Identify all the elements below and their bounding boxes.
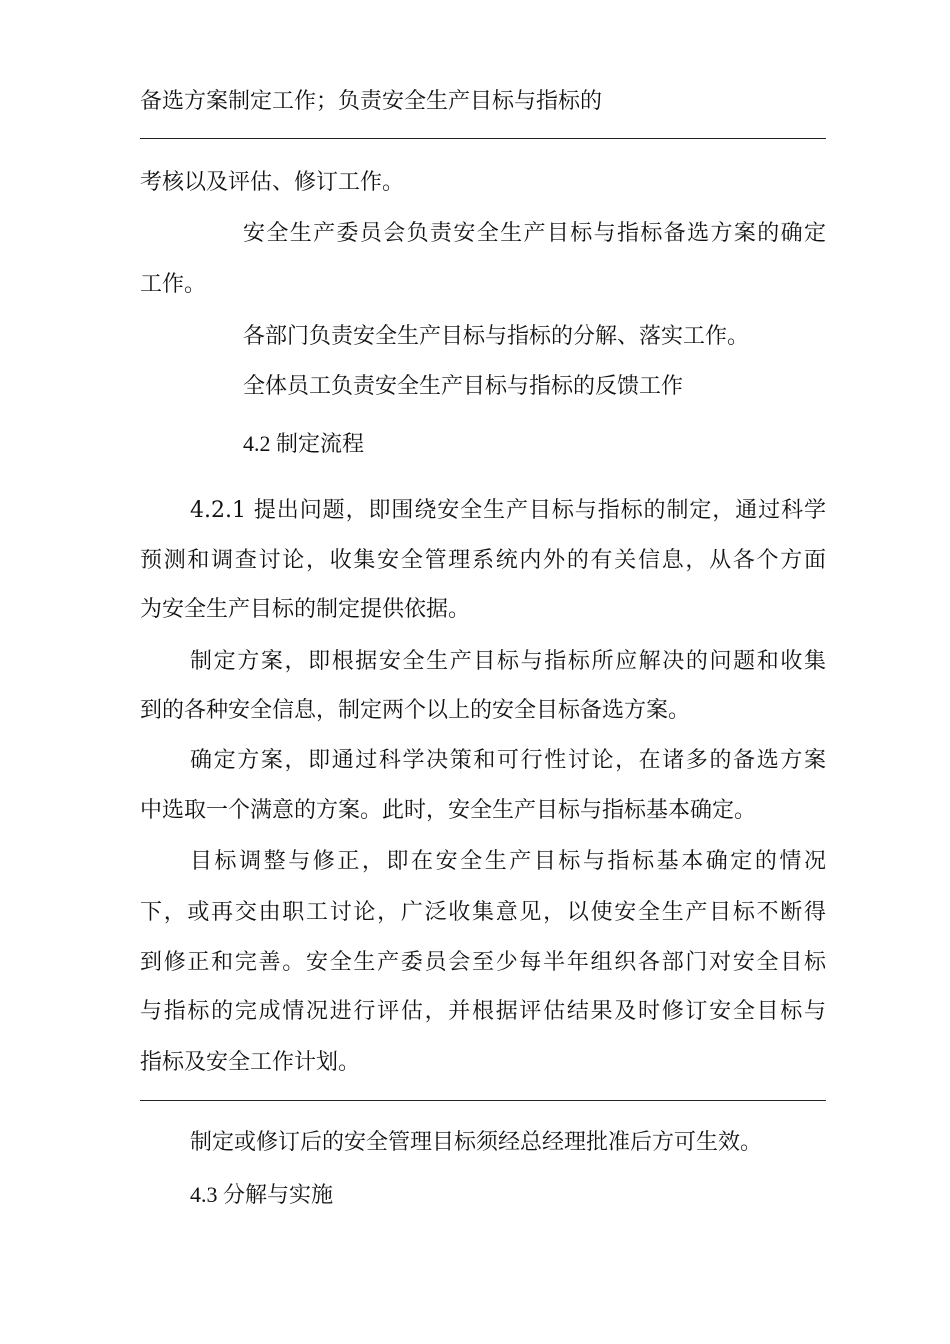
paragraph-line: 制定方案，即根据安全生产目标与指标所应解决的问题和收集 — [190, 649, 826, 674]
paragraph-line: 备选方案制定工作；负责安全生产目标与指标的 — [140, 89, 603, 114]
paragraph-line: 工作。 — [140, 272, 207, 297]
paragraph-line: 确定方案，即通过科学决策和可行性讨论，在诸多的备选方案 — [190, 748, 826, 773]
paragraph-line: 中选取一个满意的方案。此时，安全生产目标与指标基本确定。 — [140, 798, 757, 823]
paragraph-line: 与指标的完成情况进行评估，并根据评估结果及时修订安全目标与 — [140, 999, 826, 1024]
paragraph-line: 全体员工负责安全生产目标与指标的反馈工作 — [243, 374, 684, 399]
paragraph-line: 考核以及评估、修订工作。 — [140, 170, 405, 195]
section-heading: 4.2 制定流程 — [243, 431, 365, 456]
paragraph-line: 各部门负责安全生产目标与指标的分解、落实工作。 — [243, 324, 750, 349]
horizontal-rule — [140, 138, 826, 139]
paragraph-line: 安全生产委员会负责安全生产目标与指标备选方案的确定 — [243, 221, 826, 246]
paragraph-line: 4.2.1 提出问题，即围绕安全生产目标与指标的制定，通过科学 — [190, 498, 826, 523]
paragraph-line: 预测和调查讨论，收集安全管理系统内外的有关信息，从各个方面 — [140, 548, 826, 573]
section-heading: 4.3 分解与实施 — [190, 1182, 334, 1207]
paragraph-line: 为安全生产目标的制定提供依据。 — [140, 597, 471, 622]
horizontal-rule — [140, 1100, 826, 1101]
paragraph-line: 目标调整与修正，即在安全生产目标与指标基本确定的情况 — [190, 849, 826, 874]
paragraph-line: 制定或修订后的安全管理目标须经总经理批准后方可生效。 — [190, 1130, 763, 1155]
paragraph-line: 下，或再交由职工讨论，广泛收集意见，以使安全生产目标不断得 — [140, 900, 826, 925]
paragraph-line: 指标及安全工作计划。 — [140, 1050, 361, 1075]
paragraph-line: 到的各种安全信息，制定两个以上的安全目标备选方案。 — [140, 698, 691, 723]
paragraph-line: 到修正和完善。安全生产委员会至少每半年组织各部门对安全目标 — [140, 950, 826, 975]
